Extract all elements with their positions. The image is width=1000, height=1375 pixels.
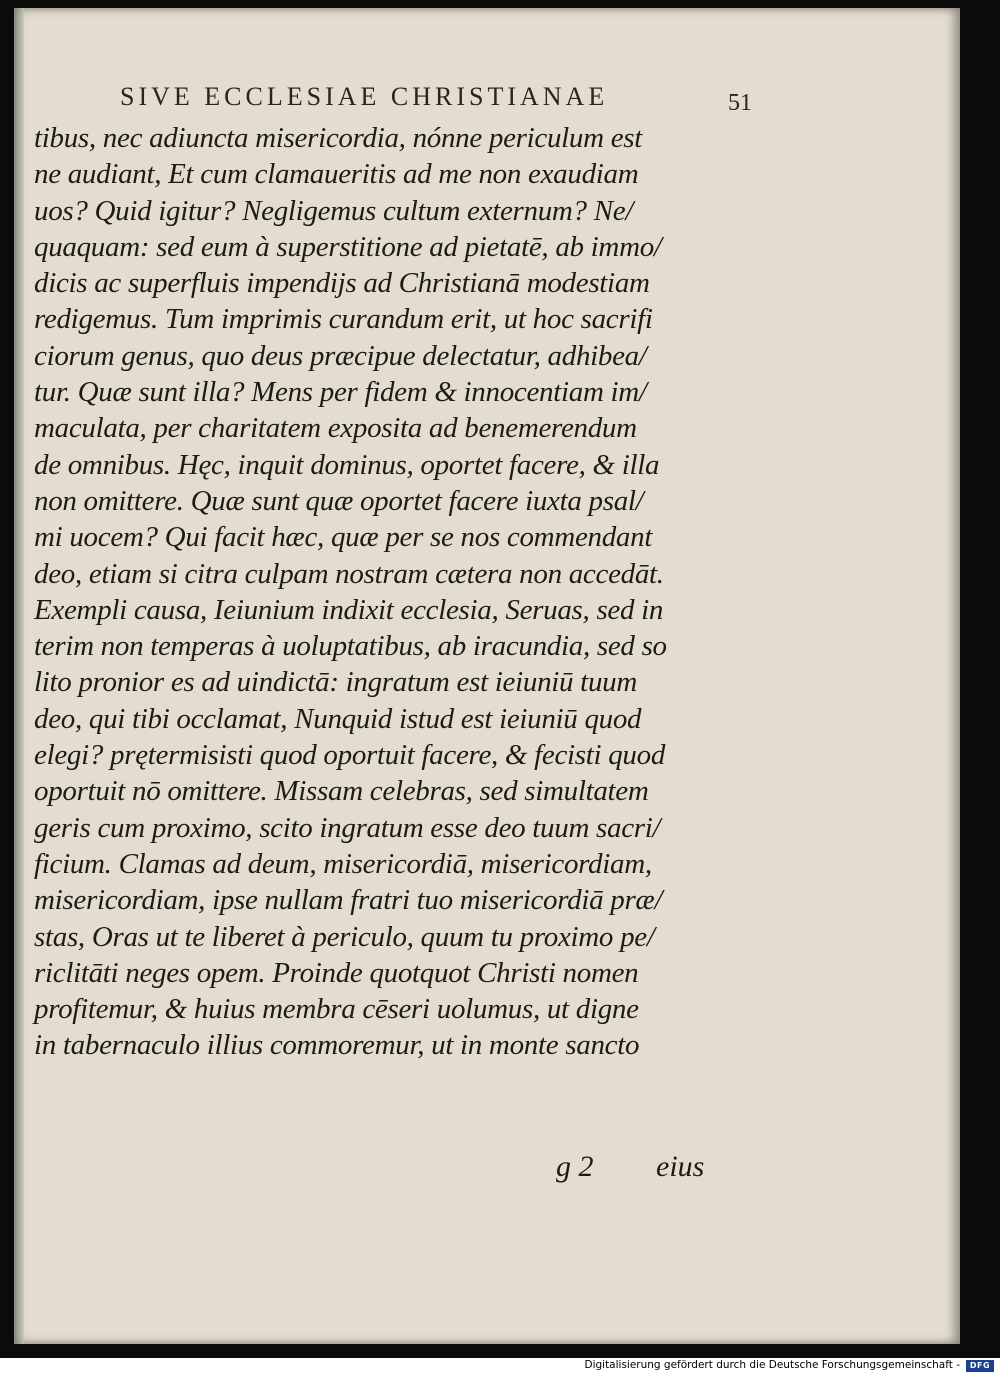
text-line: maculata, per charitatem exposita ad benemerendum <box>34 412 637 445</box>
text-line: uos? Quid igitur? Negligemus cultum externum? Ne/ <box>34 194 634 227</box>
text-line: geris cum proximo, scito ingratum esse deo tuum sacri/ <box>34 811 661 844</box>
body-text <box>34 120 764 1064</box>
text-line: misericordiam, ipse nullam fratri tuo misericordiā præ/ <box>34 884 663 917</box>
text-line: profitemur, & huius membra cēseri uolumus, ut digne <box>34 993 639 1026</box>
text-line: deo, qui tibi occlamat, Nunquid istud est ieiuniū quod <box>34 702 642 735</box>
text-line: Exempli causa, Ieiunium indixit ecclesia, Seruas, sed in <box>34 593 664 626</box>
text-line: in tabernaculo illius commoremur, ut in monte sancto <box>34 1029 640 1062</box>
text-line: redigemus. Tum imprimis curandum erit, ut hoc sacrifi <box>34 303 653 336</box>
catchword: eius <box>656 1150 705 1183</box>
digitization-credit: Digitalisierung gefördert durch die Deutsche Forschungsgemeinschaft - <box>584 1359 960 1371</box>
text-line: deo, etiam si citra culpam nostram cætera non accedāt. <box>34 557 664 590</box>
text-line: de omnibus. Hęc, inquit dominus, oportet facere, & illa <box>34 448 660 481</box>
text-line: oportuit nō omittere. Missam celebras, sed simultatem <box>34 775 649 808</box>
text-line: ne audiant, Et cum clamaueritis ad me non exaudiam <box>34 158 639 191</box>
page-number: 51 <box>728 90 752 116</box>
running-head: SIVE ECCLESIAE CHRISTIANAE <box>120 82 609 111</box>
dfg-logo: DFG <box>966 1360 994 1372</box>
text-line: elegi? prętermisisti quod oportuit facere, & fecisti quod <box>34 739 666 772</box>
text-line: quaquam: sed eum à superstitione ad pietatē, ab immo/ <box>34 230 662 263</box>
text-line: tibus, nec adiuncta misericordia, nónne periculum est <box>34 122 643 154</box>
page-edge <box>14 8 24 1344</box>
text-line: tur. Quæ sunt illa? Mens per fidem & innocentiam im/ <box>34 376 647 409</box>
text-line: ficium. Clamas ad deum, misericordiā, misericordiam, <box>34 847 652 880</box>
text-line: dicis ac superfluis impendijs ad Christianā modestiam <box>34 267 650 300</box>
text-line: stas, Oras ut te liberet à periculo, quum tu proximo pe/ <box>34 920 655 953</box>
text-line: non omittere. Quæ sunt quæ oportet facere iuxta psal/ <box>34 484 644 517</box>
text-line: ciorum genus, quo deus præcipue delectatur, adhibea/ <box>34 339 647 372</box>
text-line: lito pronior es ad uindictā: ingratum est ieiuniū tuum <box>34 666 637 699</box>
text-line: terim non temperas à uoluptatibus, ab iracundia, sed so <box>34 630 667 663</box>
text-line: riclitāti neges opem. Proinde quotquot Christi nomen <box>34 956 639 989</box>
text-line: mi uocem? Qui facit hæc, quæ per se nos commendant <box>34 521 653 554</box>
signature-mark: g 2 <box>556 1150 594 1183</box>
